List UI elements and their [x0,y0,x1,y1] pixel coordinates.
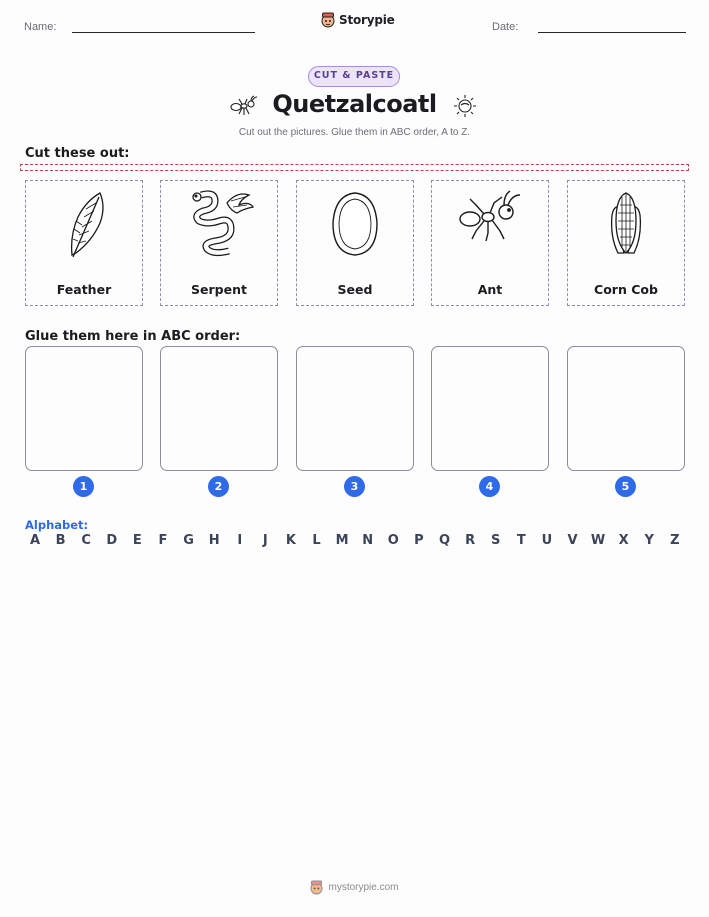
alphabet-letter: L [312,533,321,548]
alphabet-letter: S [491,533,501,548]
brand-name: Storypie [339,13,395,27]
footer-url[interactable]: mystorypie.com [328,882,399,893]
glue-box-5[interactable] [567,346,685,471]
date-label: Date: [492,21,519,33]
card-label: Serpent [191,282,247,297]
order-number-2: 2 [208,476,229,497]
glue-heading: Glue them here in ABC order: [25,329,241,344]
alphabet-letter: O [387,533,399,548]
cut-card-feather[interactable] [25,180,143,306]
alphabet-letter: K [285,533,296,548]
footer [0,880,709,895]
alphabet-letter: D [106,533,118,548]
card-label: Feather [56,282,112,297]
card-label: Corn Cob [594,282,658,297]
alphabet-letter: U [541,533,553,548]
cut-heading: Cut these out: [25,146,130,161]
storypie-mascot-icon [310,880,323,895]
order-number-4: 4 [479,476,500,497]
cut-card-serpent[interactable] [160,180,278,306]
alphabet-letter: Z [670,533,680,548]
name-line[interactable] [72,32,255,33]
ant-icon [432,187,548,259]
alphabet-letter: N [362,533,374,548]
cut-line [20,164,689,171]
order-number-3: 3 [344,476,365,497]
brand-logo [321,12,395,28]
alphabet-letter: W [590,533,606,548]
storypie-mascot-icon [321,12,335,28]
alphabet-letter: V [567,533,578,548]
glue-box-4[interactable] [431,346,549,471]
alphabet-letter: Q [438,533,451,548]
glue-box-1[interactable] [25,346,143,471]
cut-card-corn[interactable] [567,180,685,306]
date-line[interactable] [538,32,686,33]
alphabet-letter: A [29,533,41,548]
alphabet-letter: P [414,533,424,548]
alphabet-letter: M [335,533,349,548]
alphabet-letter: B [55,533,66,548]
serpent-icon [161,187,277,259]
glue-box-2[interactable] [160,346,278,471]
name-label: Name: [24,21,57,33]
instructions: Cut out the pictures. Glue them in ABC order, A to Z. [238,127,471,138]
card-label: Seed [337,282,373,297]
alphabet-heading: Alphabet: [25,518,89,532]
alphabet-letter: G [183,533,194,548]
cut-card-seed[interactable] [296,180,414,306]
order-number-5: 5 [615,476,636,497]
alphabet-letter: R [465,533,476,548]
sun-icon [452,93,478,119]
page-title: Quetzalcoatl [272,90,437,118]
alphabet-letter: X [618,533,629,548]
cut-paste-badge: CUT & PASTE [308,66,400,87]
alphabet-letter: C [81,533,91,548]
card-label: Ant [477,282,503,297]
glue-box-3[interactable] [296,346,414,471]
feather-icon [26,187,142,259]
cut-card-ant[interactable] [431,180,549,306]
corn-icon [568,187,684,259]
seed-icon [297,187,413,259]
alphabet-letter: E [132,533,142,548]
alphabet-letter: T [516,533,526,548]
alphabet-letter: H [208,533,220,548]
order-number-1: 1 [73,476,94,497]
alphabet-row [25,533,685,548]
alphabet-letter: I [237,533,243,548]
alphabet-letter: J [262,533,268,548]
alphabet-letter: F [158,533,168,548]
alphabet-letter: Y [644,533,654,548]
